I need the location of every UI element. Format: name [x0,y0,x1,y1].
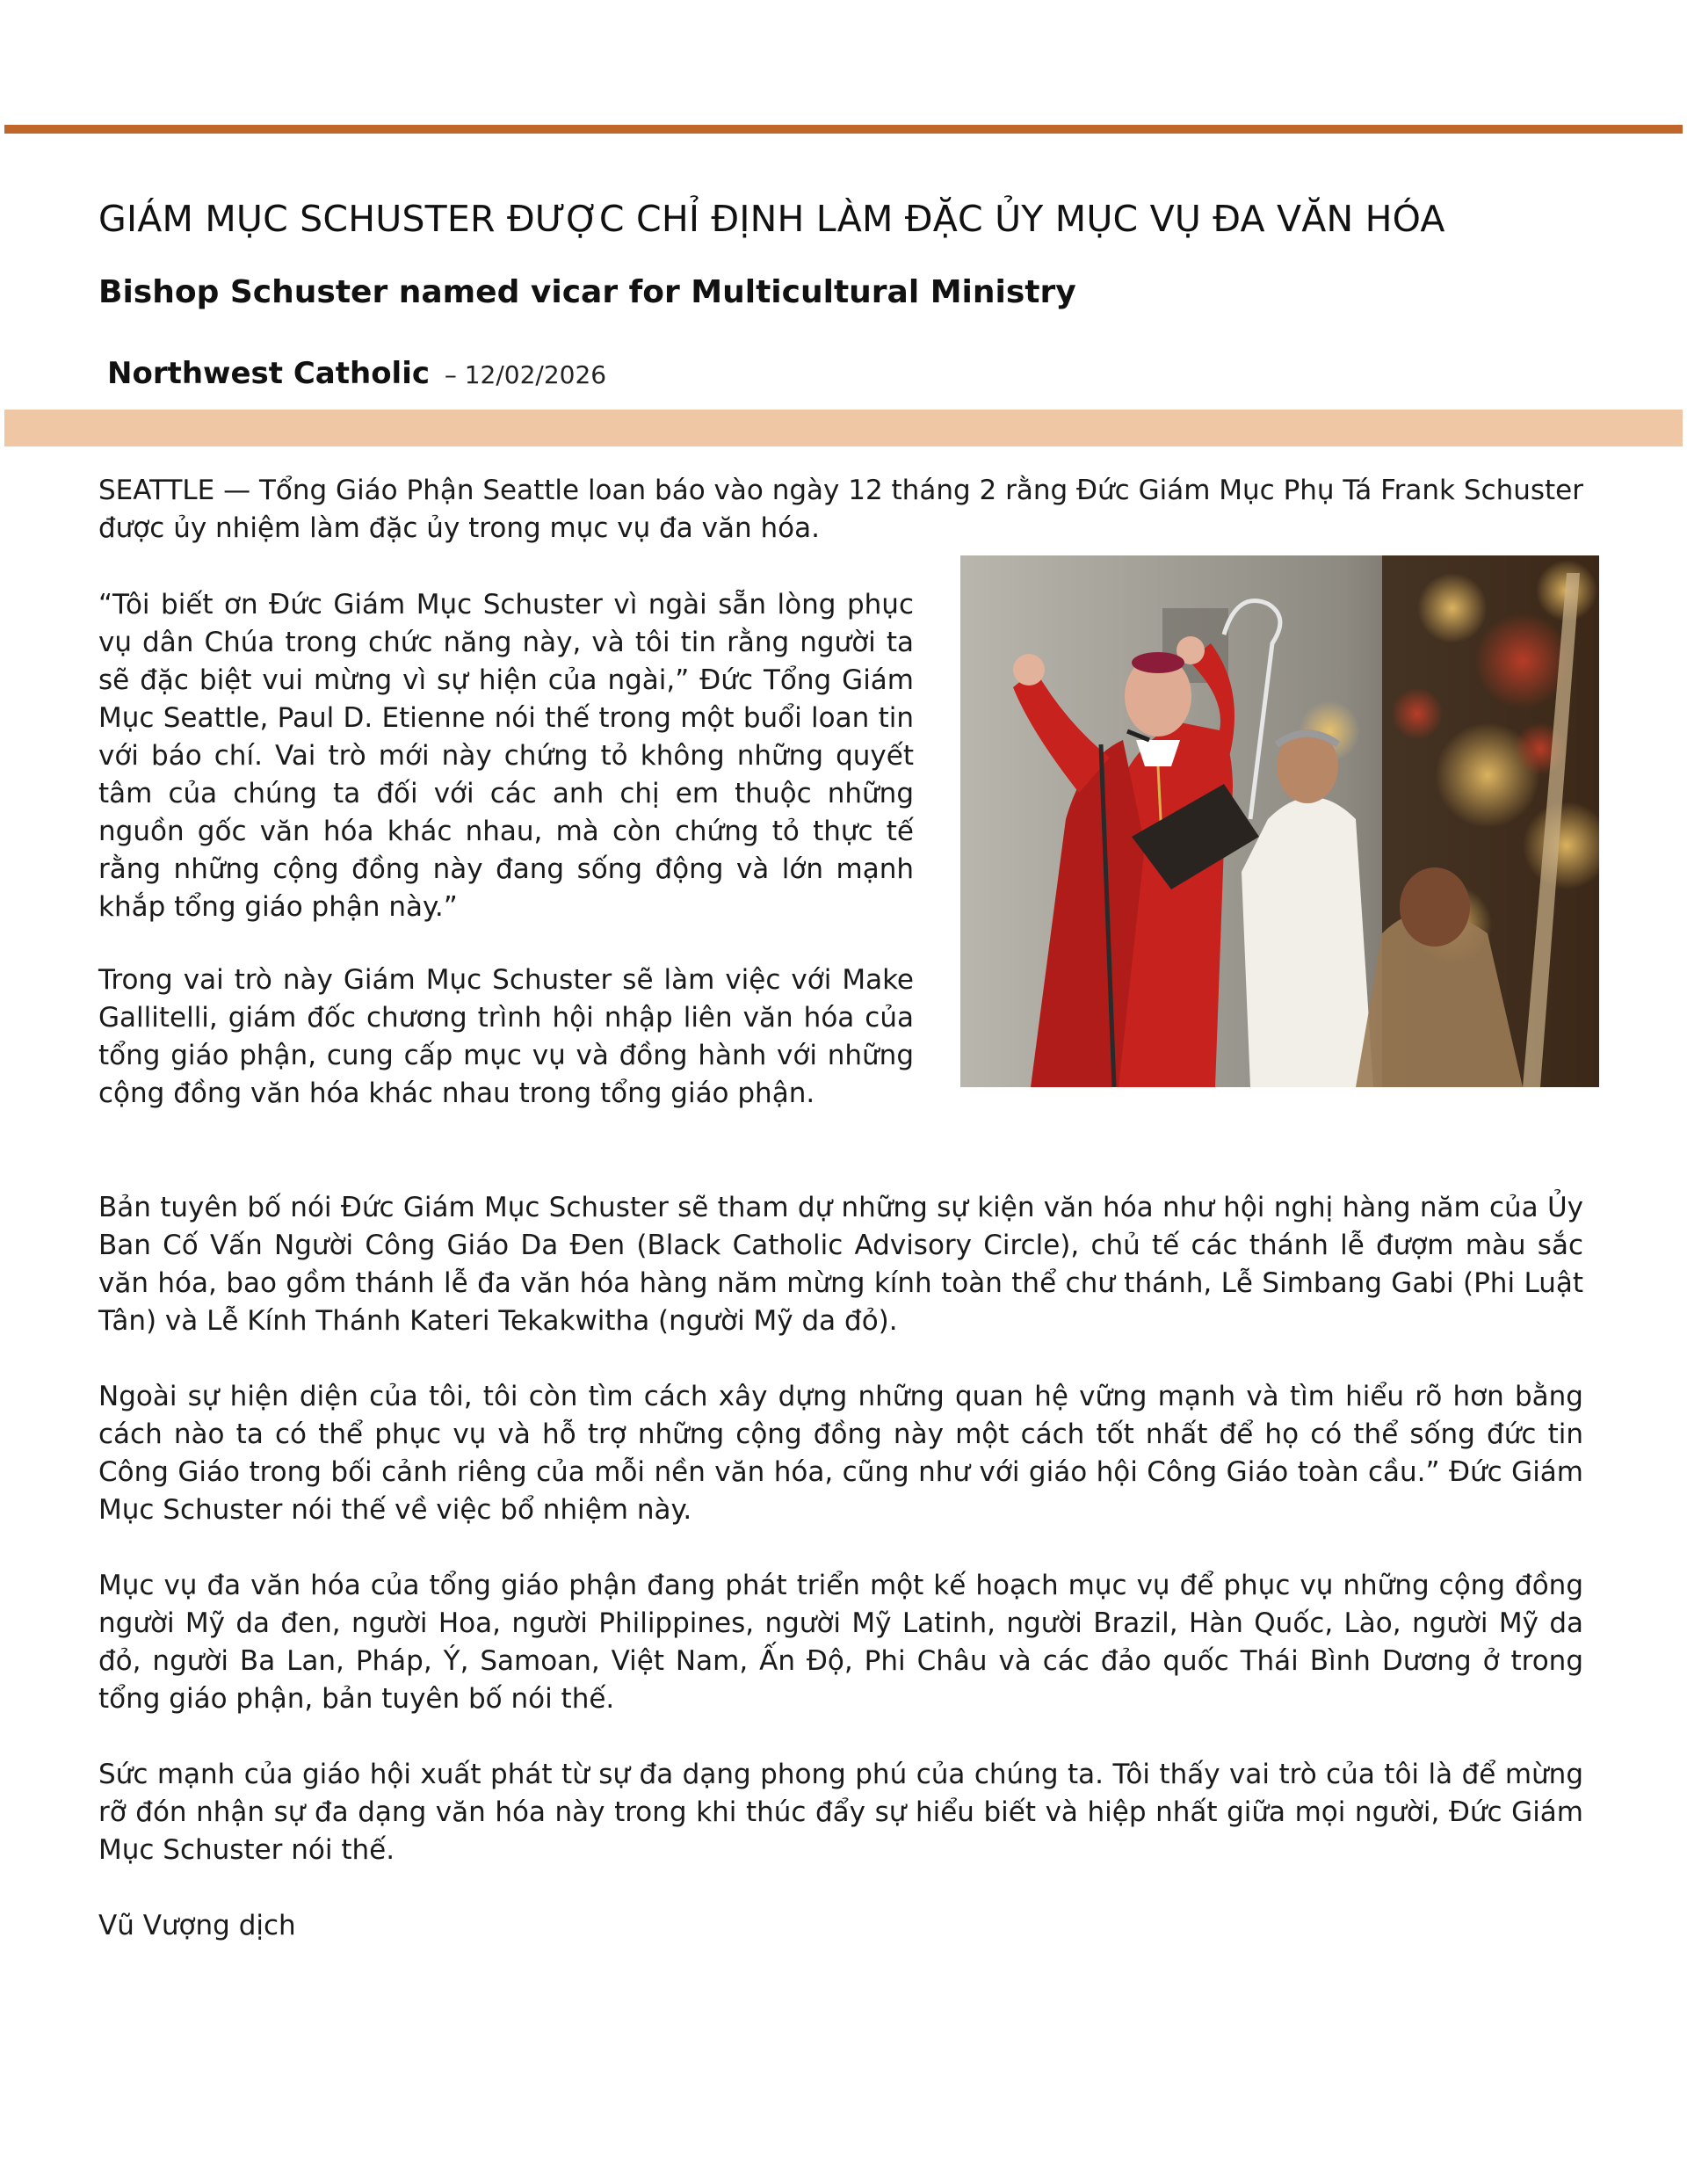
paragraph-presence: Ngoài sự hiện diện của tôi, tôi còn tìm cách xây dựng những quan hệ vững mạnh và tìm hiểu rõ hơn bằng cách nào ta có thể phục vụ và hỗ trợ những cộng đồng này một cách tốt nhất để họ có thể sống đức tin Công Giáo trong bối cảnh riêng của mỗi nền văn hóa, cũng như với giáo hội Công Giáo toàn cầu.” Đức Giám Mục Schuster nói thế về việc bổ nhiệm này. [98,1381,1583,1526]
publication-date: – 12/02/2026 [444,360,607,389]
article-subtitle: Bishop Schuster named vicar for Multicultural Ministry [98,274,1076,310]
paragraph-plan: Mục vụ đa văn hóa của tổng giáo phận đang phát triển một kế hoạch mục vụ để phục vụ những cộng đồng người Mỹ da đen, người Hoa, người Philippines, người Mỹ Latinh, người Brazil, Hàn Quốc, Lào, người Mỹ da đỏ, người Ba Lan, Pháp, Ý, Samoan, Việt Nam, Ấn Độ, Phi Châu và các đảo quốc Thái Bình Dương ở trong tổng giáo phận, bản tuyên bố nói thế. [98,1570,1583,1715]
header-band [4,410,1683,446]
translator-credit: Vũ Vượng dịch [98,1910,296,1941]
bishop-photo [960,555,1599,1087]
paragraph-quote: “Tôi biết ơn Đức Giám Mục Schuster vì ngài sẵn lòng phục vụ dân Chúa trong chức năng này, và tôi tin rằng người ta sẽ đặc biệt vui mừng vì sự hiện của ngài,” Đức Tổng Giám Mục Seattle, Paul D. Etienne nói thế trong một buổi loan tin với báo chí. Vai trò mới này chứng tỏ không những quyết tâm của chúng ta đối với các anh chị em thuộc những nguồn gốc văn hóa khác nhau, mà còn chứng tỏ thực tế rằng những cộng đồng này đang sống động và lớn mạnh khắp tổng giáo phận này.” [98,589,914,923]
paragraph-lead: SEATTLE — Tổng Giáo Phận Seattle loan báo vào ngày 12 tháng 2 rằng Đức Giám Mục Phụ Tá Frank Schuster được ủy nhiệm làm đặc ủy trong mục vụ đa văn hóa. [98,475,1583,544]
article-title: GIÁM MỤC SCHUSTER ĐƯỢC CHỈ ĐỊNH LÀM ĐẶC ỦY MỤC VỤ ĐA VĂN HÓA [98,198,1445,240]
paragraph-events: Bản tuyên bố nói Đức Giám Mục Schuster sẽ tham dự những sự kiện văn hóa như hội nghị hàng năm của Ủy Ban Cố Vấn Người Công Giáo Da Đen (Black Catholic Advisory Circle), chủ tế các thánh lễ đượm màu sắc văn hóa, bao gồm thánh lễ đa văn hóa hàng năm mừng kính toàn thể chư thánh, Lễ Simbang Gabi (Phi Luật Tân) và Lễ Kính Thánh Kateri Tekakwitha (người Mỹ da đỏ). [98,1192,1583,1337]
top-accent-rule [4,125,1683,134]
byline [107,356,1601,391]
paragraph-strength: Sức mạnh của giáo hội xuất phát từ sự đa dạng phong phú của chúng ta. Tôi thấy vai trò của tôi là để mừng rỡ đón nhận sự đa dạng văn hóa này trong khi thúc đẩy sự hiểu biết và hiệp nhất giữa mọi người, Đức Giám Mục Schuster nói thế. [98,1759,1583,1866]
bishop-photo-illustration [960,555,1599,1087]
publication-name: Northwest Catholic [107,356,431,391]
paragraph-role: Trong vai trò này Giám Mục Schuster sẽ làm việc với Make Gallitelli, giám đốc chương trình hội nhập liên văn hóa của tổng giáo phận, cung cấp mục vụ và đồng hành với những cộng đồng văn hóa khác nhau trong tổng giáo phận. [98,964,914,1109]
